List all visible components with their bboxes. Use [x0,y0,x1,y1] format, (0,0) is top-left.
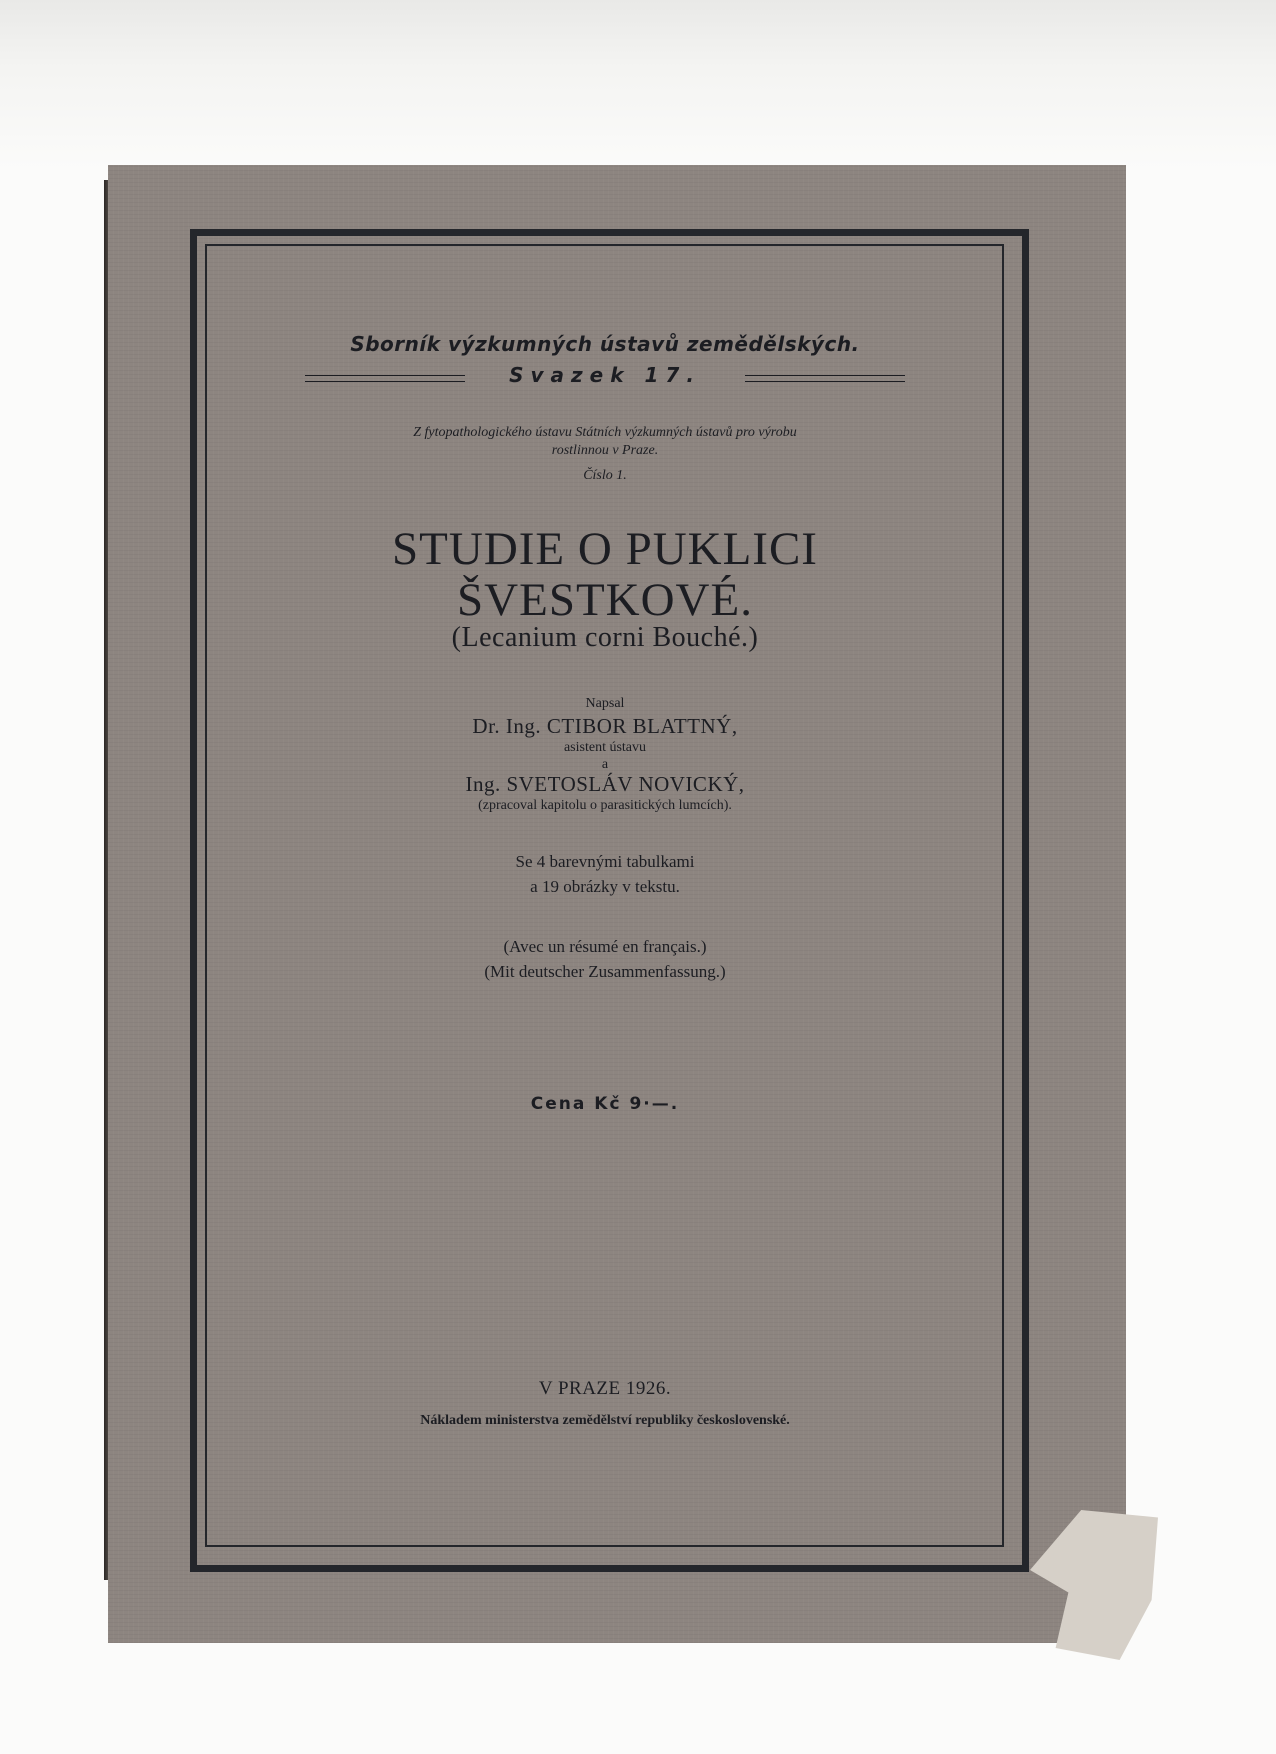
issue-number: Číslo 1. [583,468,627,483]
price: Cena Kč 9·—. [530,1094,680,1114]
title-line-2: ŠVESTKOVÉ. [457,574,753,626]
author-1: Dr. Ing. CTIBOR BLATTNÝ, [472,714,738,738]
series-title: Sborník výzkumných ústavů zemědělských. [350,332,860,356]
plates-line-1: Se 4 barevnými tabulkami [515,852,695,871]
author-1-role: asistent ústavu [563,740,647,755]
publisher: Nákladem ministerstva zemědělství republiky československé. [420,1413,790,1428]
conjunction-and: a [601,757,609,772]
cover-content [210,250,1000,1540]
title-line-1: STUDIE O PUKLICI [392,523,818,575]
scan-background [0,0,1276,170]
institution-line-1: Z fytopathologického ústavu Státních výzkumných ústavů pro výrobu [413,425,797,440]
volume-rule-right [745,375,905,382]
volume-number: Svazek 17. [509,363,701,387]
written-by: Napsal [585,696,625,711]
summary-german: (Mit deutscher Zusammenfassung.) [484,962,726,981]
volume-row [305,363,905,389]
institution-line-2: rostlinnou v Praze. [551,443,659,458]
author-2: Ing. SVETOSLÁV NOVICKÝ, [465,772,745,796]
latin-name: (Lecanium corni Bouché.) [451,622,759,653]
place-year: V PRAZE 1926. [538,1378,672,1399]
summary-french: (Avec un résumé en français.) [503,937,707,956]
plates-line-2: a 19 obrázky v tekstu. [530,877,680,896]
author-2-role: (zpracoval kapitolu o parasitických lumcích). [478,798,732,813]
volume-rule-left [305,375,465,382]
